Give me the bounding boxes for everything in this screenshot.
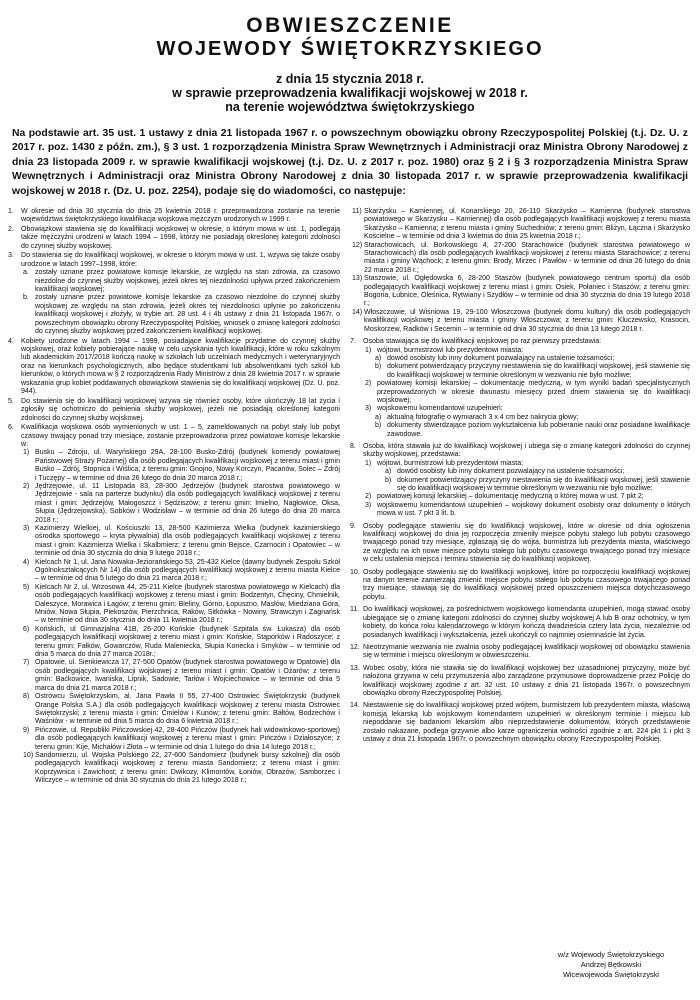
location-item bbox=[21, 693, 340, 727]
paragraph-number: 8. bbox=[350, 442, 356, 450]
list-marker: a) bbox=[385, 468, 392, 476]
location-text: Kazimierzy Wielkiej, ul. Kościuszki 13, 28-500 Kazimierza Wielka (budynek kazimierskiego ośrodka sportowego – kryta pływalnia) dla osób podlegających kwalifikacji wojskowej z terenu miast i gmin: Kazimierza Wielka i Skalbmierz; z terenu gmin Bejsce, Czarnocin i Opatowiec – w terminie od dnia 30 stycznia do dnia 9 lutego 2018 r.; bbox=[35, 524, 340, 558]
location-item bbox=[21, 525, 340, 559]
paragraph-number: 6. bbox=[8, 424, 14, 432]
location-text: Kielcach Nr 1, ul. Jana Nowaka-Jeziorańskiego 53, 25-432 Kielce (dawny budynek Zespołu Szkół Ogólnokształcących Nr 14) dla osób podlegających kwalifikacji wojskowej z terenu miasta Kielce – w terminie od dnia 5 lutego do dnia 21 marca 2018 r.; bbox=[35, 558, 340, 583]
paragraph-5 bbox=[8, 398, 340, 423]
list-marker: 7) bbox=[23, 659, 30, 667]
paragraph-13 bbox=[350, 665, 690, 699]
list-item bbox=[363, 355, 690, 363]
list-text: dowód osobisty lub inny dokument pozwalający na ustalenie tożsamości; bbox=[387, 354, 615, 362]
signature-block bbox=[536, 950, 686, 980]
paragraph-8 bbox=[350, 443, 690, 519]
list-text: powiatowej komisji lekarskiej – dokumentację medyczną, w tym wyniki badań specjalistycznych przeprowadzonych w okresie dwunastu miesięcy przed dniem stawienia się do kwalifikacji wojskowej; bbox=[377, 380, 690, 404]
list-item bbox=[21, 294, 340, 336]
paragraph-number: 2. bbox=[8, 226, 14, 233]
location-text: Włoszczowie, ul Wiśniowa 19, 29-100 Włoszczowa (budynek domu kultury) dla osób podlegających kwalifikacji wojskowej z terenu miasta i gminy Włoszczowa; z terenu gmin: Kluczewsko, Krasocin, Moskorzew, Radków i Secemin – w terminie od dnia 30 stycznia do dnia 13 lutego 2018 r. bbox=[364, 308, 690, 333]
paragraph-14 bbox=[350, 702, 690, 744]
document-date: z dnia 15 stycznia 2018 r. bbox=[276, 72, 424, 86]
list-marker: 13) bbox=[352, 275, 363, 283]
list-item bbox=[363, 477, 690, 494]
paragraph-6 bbox=[8, 424, 340, 785]
location-text: Ostrowcu Świętokrzyskim, al. Jana Pawła II 55, 27-400 Ostrowiec Świętokrzyski (budynek Orange Polska S.A.) dla osób podlegających kwalifikacji wojskowej z terenu miasta Ostrowiec Świętokrzyski; z terenu miasta i gmin: Ćmielów i Kunów; z terenu gmin: Bałtów, Bodzechów i Waśniów - w terminie od dnia 5 marca do dnia 6 kwietnia 2018 r.; bbox=[35, 693, 340, 726]
list-marker: 9) bbox=[23, 726, 30, 734]
paragraph-text: Obowiązkowi stawienia się do kwalifikacji wojskowej w okresie, o którym mowa w ust. 1, podlegają także mężczyźni urodzeni w latach 1994 – 1998, którzy nie posiadają określonej kategorii zdolności do czynnej służby wojskowej. bbox=[21, 226, 340, 250]
list-marker: a) bbox=[375, 354, 382, 362]
paragraph-number: 10. bbox=[350, 568, 360, 576]
list-text: zostały uznane przez powiatowe komisje lekarskie za czasowo niezdolne do czynnej służby wojskowej ze względu na stan zdrowia, jeżeli okres tej niezdolności upłynie po zakończeniu kwalifikacji wojskowej i złożyły, w trybie art. 28 ust. 4 i 4b ustawy z dnia 21 listopada 1967r. o powszechnym obowiązku obrony Rzeczypospolitej Polskiej, wniosek o zmianę kategorii zdolności do czynnej służby wojskowej przed zakończeniem kwalifikacji wojskowej. bbox=[35, 294, 340, 336]
paragraph-9 bbox=[350, 523, 690, 565]
list-item bbox=[363, 380, 690, 405]
list-marker: 8) bbox=[23, 693, 30, 701]
list-marker: 5) bbox=[23, 583, 30, 591]
paragraph-text: Niestawienie się do kwalifikacji wojskowej przed wójtem, burmistrzem lub prezydentem miasta, właściwą komisją lekarską lub wojskowym komendantem uzupełnień w określonym terminie i miejscu lub niepoddanie się badaniom lekarskim albo nieprzedstawienie dokumentów, których przedstawienie zostało nakazane, podlega grzywnie albo karze ograniczenia wolności zgodnie z art. 224 pkt 1 i pkt 3 ustawy z dnia 21 listopada 1967r. o powszechnym obowiązku obrony Rzeczypospolitej Polskiej. bbox=[363, 702, 690, 743]
paragraph-text: Kwalifikacja wojskowa osób wymienionych w ust. 1 – 5, zameldowanych na pobyt stały lub pobyt czasowy trwający ponad trzy miesiące, zostanie przeprowadzona przez powiatowe komisje lekarskie w: bbox=[21, 424, 340, 448]
location-text: Staszowie, ul. Ogłędowska 6, 28-200 Staszów (budynek powiatowego centrum sportu) dla osób podlegających kwalifikacji wojskowej z terenu miast i gmin: Osiek, Połaniec i Staszów; z terenu gmin: Bogoria, Łubnice, Oleśnica, Rytwiany i Szydłów – w terminie od dnia 30 stycznia do dnia 19 lutego 2018 r.; bbox=[364, 275, 690, 308]
paragraph-text: Kobiety urodzone w latach 1994 – 1999, posiadające kwalifikacje przydatne do czynnej służby wojskowej, oraz kobiety pobierające naukę w celu uzyskania tych kwalifikacji, które w roku szkolnym lub akademickim 2017/2018 kończą naukę w szkołach lub uczelniach medycznych i weterynaryjnych oraz na kierunkach psychologicznych, albo będące studentkami lub absolwentkami tych szkół lub kierunków, o których mowa w § 2 rozporządzenia Rady Ministrów z dnia 28 kwietnia 2017 r. w sprawie wskazania grup kobiet poddawanych obowiązkowi stawienia się do kwalifikacji wojskowej (Dz. U. poz. 944). bbox=[21, 337, 340, 396]
location-item bbox=[21, 483, 340, 525]
paragraph-number: 12. bbox=[350, 643, 360, 651]
paragraph-number: 13. bbox=[350, 664, 360, 672]
left-column bbox=[8, 208, 340, 787]
list-item bbox=[363, 347, 690, 355]
list-item bbox=[363, 363, 690, 380]
list-marker: 3) bbox=[365, 501, 372, 509]
document-area: na terenie województwa świętokrzyskiego bbox=[225, 100, 475, 114]
paragraph-text: Do kwalifikacji wojskowej, za pośrednictwem wojskowego komendanta uzupełnień, mogą stawać osoby ubiegające się o zmianę kategorii zdolności do czynnej służby wojskowej A lub B oraz ochotnicy, w tym kobiety, do końca roku kalendarzowego w którym kończą dwadzieścia cztery lata życia, niezależnie od posiadanych kwalifikacji i wykształcenia, jeżeli ukończyli co najmniej osiemnaście lat życia. bbox=[363, 606, 690, 639]
list-item bbox=[363, 493, 690, 501]
list-text: powiatowej komisji lekarskiej – dokumentację medyczną o której mowa w ust. 7 pkt 2; bbox=[377, 493, 644, 501]
location-item bbox=[21, 752, 340, 786]
list-marker: 2) bbox=[23, 482, 30, 490]
right-column bbox=[350, 208, 690, 746]
list-marker: 2) bbox=[365, 380, 372, 388]
list-text: wójtowi, burmistrzowi lub prezydentowi miasta: bbox=[377, 346, 524, 354]
paragraph-number: 3. bbox=[8, 252, 14, 260]
paragraph-number: 9. bbox=[350, 522, 356, 530]
location-item bbox=[21, 559, 340, 584]
list-text: dokumenty stwierdzające poziom wykształcenia lub pobieranie nauki oraz posiadane kwalifikacje zawodowe. bbox=[387, 422, 690, 438]
paragraph-text: Osoby podlegające stawieniu się do kwalifikacji wojskowej, które po rozpoczęciu kwalifikacji wojskowej na danym terenie zamierzają zmienić miejsce pobytu stałego lub pobytu czasowego trwającego ponad trzy miesiące, stawiają się do kwalifikacji wojskowej przed opuszczeniem miejsca dotychczasowego pobytu. bbox=[363, 568, 690, 601]
list-text: wójtowi, burmistrzowi lub prezydentowi miasta: bbox=[377, 459, 524, 467]
list-item bbox=[363, 405, 690, 413]
list-marker: 14) bbox=[352, 308, 363, 316]
list-marker: 1) bbox=[365, 459, 372, 467]
paragraph-4 bbox=[8, 338, 340, 397]
list-item bbox=[363, 468, 690, 476]
location-text: Jędrzejowie, ul. 11 Listopada 83, 28-300 Jędrzejów (budynek starostwa powiatowego w Jędrzejowie - sala na parterze budynku) dla osób podlegających kwalifikacji wojskowej z terenu miast i gmin: Jędrzejów, Małogoszcz i Sędziszów; z terenu gmin: Imielno, Nagłowice, Oksa, Słupia (Jędrzejowska), Sobków i Wodzisław – w terminie od dnia 26 lutego do dnia 20 marca 2018 r.; bbox=[35, 482, 340, 524]
list-text: dokument potwierdzający przyczyny niestawienia się do kwalifikacji wojskowej, jeśli stawienie się do kwalifikacji wojskowej w terminie określonym w wezwaniu nie było możliwe; bbox=[397, 476, 690, 492]
paragraph-text: Osoba, która stawała już do kwalifikacji wojskowej i ubiega się o zmianę kategorii zdolności do czynnej służby wojskowej, przedstawia: bbox=[363, 442, 690, 459]
location-item bbox=[350, 309, 690, 334]
signature-name: Andrzej Bętkowski bbox=[580, 960, 642, 969]
list-marker: 3) bbox=[23, 524, 30, 532]
location-text: Sandomierzu, ul. Wojska Polskiego 22, 27-600 Sandomierz (budynek bursy szkolnej) dla osób podlegających kwalifikacji wojskowej z terenu miasta Sandomierz; z terenu miast i gmin: Koprzywnica i Zawichost; z terenu gmin: Dwikozy, Klimontów, Łoniów, Obrazów, Samborzec i Wilczyce – w terminie od dnia 30 stycznia do dnia 21 lutego 2018 r.; bbox=[35, 751, 340, 785]
location-item bbox=[21, 584, 340, 626]
paragraph-2 bbox=[8, 226, 340, 251]
list-marker: 11) bbox=[352, 208, 362, 215]
location-text: Pińczowie, ul. Republiki Pińczowskiej 42, 28-400 Pińczów (budynek hali widowiskowo-sportowej) dla osób podlegających kwalifikacji wojskowej z terenu miast i gmin: Pińczów i Działoszyce; z terenu gmin: Kije, Michałów i Złota – w terminie od dnia 1 lutego do dnia 14 lutego 2018 r.; bbox=[35, 726, 340, 751]
list-marker: 2) bbox=[365, 493, 372, 501]
list-item bbox=[363, 502, 690, 519]
paragraph-text: Wobec osoby, która nie stawiła się do kwalifikacji wojskowej bez uzasadnionej przyczyny, może być nałożona grzywna w celu przymuszenia albo zarządzone przymusowe doprowadzenie przez Policję do kwalifikacji wojskowej zgodnie z art. 32 ust. 10 ustawy z dnia 21 listopada 1967r. o powszechnym obowiązku obrony Rzeczypospolitej Polskiej. bbox=[363, 664, 690, 697]
location-item bbox=[21, 626, 340, 660]
paragraph-number: 1. bbox=[8, 208, 14, 215]
location-text: Kielcach Nr 2, ul. Wrzosowa 44, 25-211 Kielce (budynek starostwa powiatowego w Kielcach) dla osób podlegających kwalifikacji wojskowej z terenu miast i gmin: Bodzentyn, Chęciny, Chmielnik, Daleszyce, Morawica i Łagów; z terenu gmin: Bieliny, Górno, Łopuszno, Masłów, Miedziana Góra, Mniów, Nowa Słupia, Piekoszów, Pierzchnica, Raków, Sitkówka - Nowiny, Strawczyn i Zagnańsk – w terminie od dnia 30 stycznia do dnia 11 kwietnia 2018 r.; bbox=[35, 583, 340, 625]
location-item bbox=[21, 449, 340, 483]
signature-role: Wicewojewoda Świętokrzyski bbox=[562, 970, 660, 979]
location-text: Busku – Zdroju, ul. Waryńskiego 29A, 28-100 Busko-Zdrój (budynek komendy powiatowej Państwowej Straży Pożarnej) dla osób podlegających kwalifikacji wojskowej z terenu miast i gmin Busko – Zdrój, Stopnica i Wiślica; z terenu gmin: Gnojno, Nowy Korczyn, Pacanów, Solec – Zdrój i Tuczępy – w terminie od dnia 26 lutego do dnia 20 marca 2018 r.; bbox=[35, 449, 340, 482]
location-text: Starachowicach, ul. Borkowskiego 4, 27-200 Starachowice (budynek starostwa powiatowego w Starachowicach) dla osób podlegających kwalifikacji wojskowej z terenu miasta Starachowice; z terenu miasta i gminy Wąchock; z terenu gmin: Brody, Mirzec i Pawłów - w terminie od dnia 26 lutego do dnia 22 marca 2018 r.; bbox=[364, 241, 690, 274]
location-item bbox=[21, 727, 340, 752]
paragraph-11 bbox=[350, 606, 690, 640]
paragraph-number: 7. bbox=[350, 338, 356, 346]
paragraph-text: W okresie od dnia 30 stycznia do dnia 25 kwietnia 2018 r. przeprowadzona zostanie na terenie województwa świętokrzyskiego kwalifikacja wojskowa mężczyzn urodzonych w 1999 r. bbox=[21, 208, 340, 224]
list-text: dokument potwierdzający przyczyny niestawienia się do kwalifikacji wojskowej, jeśli stawienie się do kwalifikacji wojskowej w terminie określonym w wezwaniu nie było możliwe; bbox=[387, 363, 690, 379]
paragraph-text: Nieotrzymanie wezwania nie zwalnia osoby podlegającej kwalifikacji wojskowej od obowiązku stawienia się w terminie i miejscu określonym w obwieszczeniu. bbox=[363, 643, 690, 660]
location-item bbox=[21, 659, 340, 693]
location-item bbox=[350, 275, 690, 309]
list-text: wojskowemu komendantowi uzupełnień: bbox=[377, 405, 503, 413]
list-text: dowód osobisty lub inny dokument pozwalający na ustalenie tożsamości; bbox=[397, 468, 625, 476]
list-item bbox=[363, 422, 690, 439]
legal-basis-paragraph: Na podstawie art. 35 ust. 1 ustawy z dnia 21 listopada 1967 r. o powszechnym obowiązku obrony Rzeczypospolitej Polskiej (t.j. Dz. U. z 2017 r. poz. 1430 z późn. zm.), § 3 ust. 1 rozporządzenia Ministra Spraw Wewnętrznych i Administracji oraz Ministra Obrony Narodowej z dnia 23 listopada 2009 r. w sprawie kwalifikacji wojskowej (t.j. Dz. U. z 2017 r. poz. 1980) oraz § 2 i § 3 rozporządzenia Ministra Spraw Wewnętrznych i Administracji oraz Ministra Obrony Narodowej z dnia 30 listopada 2017 r. w sprawie przeprowadzenia kwalifikacji wojskowej w 2018 r. (Dz. U. poz. 2254), podaje się do wiadomości, co następuje: bbox=[12, 128, 688, 197]
location-text: Końskich, ul Gimnazjalna 41B, 26-200 Końskie (budynek Szpitala św. Łukasza) dla osób podlegających kwalifikacji wojskowej z terenu miast i gmin: Końskie, Stąporków i Radoszyce; z terenu gmin: Fałków, Gowarczów, Ruda Maleniecka, Słupia Konecka i Smyków – w terminie od dnia 5 marca do dnia 27 marca 2018r.; bbox=[35, 625, 340, 659]
paragraph-3 bbox=[8, 252, 340, 336]
list-marker: b) bbox=[385, 476, 392, 484]
list-item bbox=[21, 269, 340, 294]
location-text: Skarżysku – Kamiennej, ul. Konarskiego 20, 26-110 Skarżysko – Kamienna (budynek starostwa powiatowego w Skarżysku – Kamiennej) dla osób podlegających kwalifikacji wojskowej z terenu miasta Skarżysko – Kamienna; z terenu miasta i gminy Suchedniów; z terenu gmin: Bliżyn, Łączna i Skarżysko Kościelne – w terminie od dnia 3 kwietnia do dnia 25 kwietnia 2018 r.; bbox=[364, 208, 690, 241]
paragraph-number: 5. bbox=[8, 397, 14, 405]
paragraph-number: 4. bbox=[8, 337, 14, 345]
document-title: OBWIESZCZENIE bbox=[246, 14, 454, 37]
paragraph-10 bbox=[350, 569, 690, 603]
list-item bbox=[363, 414, 690, 422]
location-item bbox=[350, 242, 690, 276]
list-item bbox=[363, 460, 690, 468]
location-item bbox=[350, 208, 690, 242]
signature-line: w/z Wojewody Świętokrzyskiego bbox=[557, 950, 665, 959]
location-text: Opatowie, ul. Sienkiewicza 17, 27-500 Opatów (budynek starostwa powiatowego w Opatowie) dla osób podlegających kwalifikacji wojskowej z terenu miast i gmin: Opatów i Ożarów; z terenu gmin: Baćkowice, Iwaniska, Lipnik, Sadowie, Tarłów i Wojciechowice – w terminie od dnia 5 marca do dnia 21 marca 2018 r.; bbox=[35, 659, 340, 692]
paragraph-7 bbox=[350, 338, 690, 439]
document-issuer: WOJEWODY ŚWIĘTOKRZYSKIEGO bbox=[156, 38, 544, 60]
list-marker: 12) bbox=[352, 241, 363, 249]
list-marker: 4) bbox=[23, 558, 30, 566]
list-text: zostały uznane przez powiatowe komisje lekarskie, ze względu na stan zdrowia, za czasowo niezdolne do czynnej służby wojskowej, jeżeli okres tej niezdolności upływa przed zakończeniem kwalifikacji wojskowej; bbox=[35, 269, 340, 294]
list-text: aktualną fotografię o wymiarach 3 x 4 cm bez nakrycia głowy; bbox=[387, 413, 579, 421]
list-marker: 1) bbox=[23, 449, 30, 457]
list-marker: b) bbox=[375, 363, 382, 371]
list-marker: b. bbox=[23, 294, 29, 302]
list-marker: 10) bbox=[23, 751, 34, 759]
list-text: wojskowemu komendantowi uzupełnień – wojskowy dokument osobisty oraz dokumenty o których mowa w ust. 7 pkt 3 lit. b. bbox=[377, 501, 690, 518]
list-marker: a. bbox=[23, 269, 29, 277]
paragraph-text: Do stawienia się do kwalifikacji wojskowej wzywa się również osoby, które ukończyły 18 lat życia i zgłosiły się ochotniczo do pełnienia służby wojskowej, jeżeli nie posiadają określonej kategorii zdolności do czynnej służby wojskowej. bbox=[21, 397, 340, 422]
paragraph-text: Osoba stawiająca się do kwalifikacji wojskowej po raz pierwszy przedstawia: bbox=[363, 338, 602, 346]
list-marker: 1) bbox=[365, 346, 372, 354]
list-marker: a) bbox=[375, 413, 382, 421]
paragraph-text: Osoby podlegające stawieniu się do kwalifikacji wojskowej, które w okresie od dnia ogłoszenia kwalifikacji wojskowej do dnia jej rozpoczęcia zmieniły miejsce pobytu stałego lub pobytu czasowego trwającego ponad trzy miesiące, zgłaszają się do wójta, burmistrza lub prezydenta miasta, właściwego ze względu na ich nowe miejsce pobytu stałego lub pobytu czasowego trwającego ponad trzy miesiące w celu ustalenia miejsca i terminu stawienia się do kwalifikacji wojskowej. bbox=[363, 522, 690, 564]
paragraph-12 bbox=[350, 644, 690, 661]
list-marker: 3) bbox=[365, 405, 372, 413]
list-marker: b) bbox=[375, 422, 382, 430]
paragraph-number: 14. bbox=[350, 702, 360, 710]
list-marker: 6) bbox=[23, 625, 30, 633]
paragraph-number: 11. bbox=[350, 606, 360, 614]
paragraph-text: Do stawienia się do kwalifikacji wojskowej, w okresie o którym mowa w ust. 1, wzywa się także osoby urodzone w latach 1997–1998, które: bbox=[21, 252, 340, 268]
document-subject: w sprawie przeprowadzenia kwalifikacji wojskowej w 2018 r. bbox=[172, 86, 528, 100]
paragraph-1 bbox=[8, 208, 340, 225]
